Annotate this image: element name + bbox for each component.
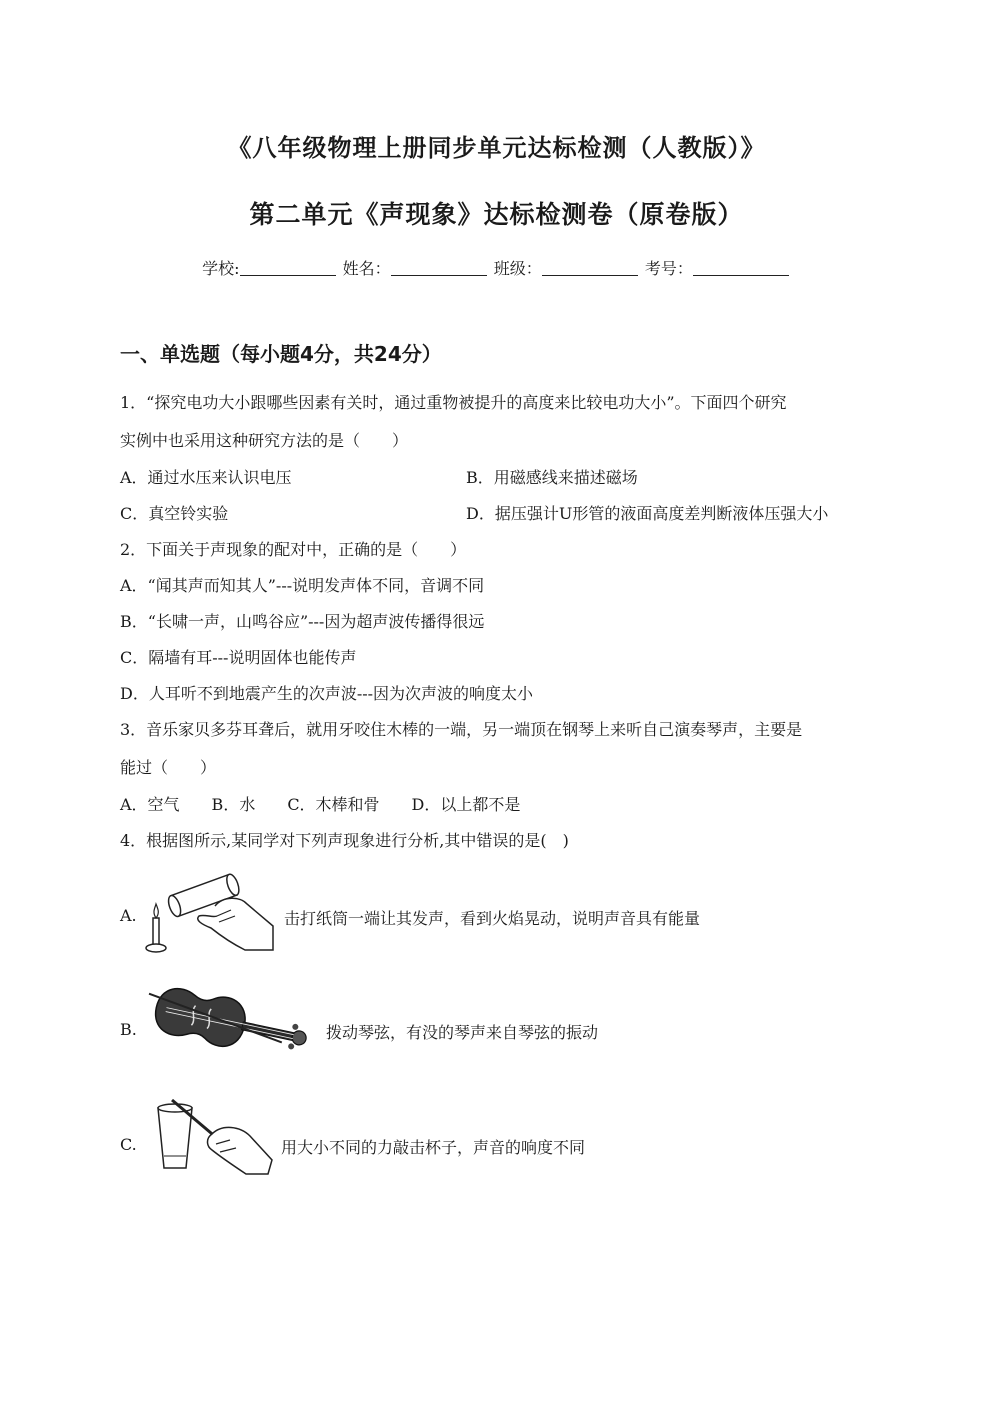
document-title: 《八年级物理上册同步单元达标检测（人教版）》 xyxy=(227,134,766,162)
document-subtitle: 第二单元《声现象》达标检测卷（原卷版） xyxy=(249,200,744,229)
q1-option-b: B．用磁感线来描述磁场 xyxy=(466,468,638,487)
q1-option-d: D．据压强计U形管的液面高度差判断液体压强大小 xyxy=(466,504,829,523)
q2-option-a: A．“闻其声而知其人”---说明发声体不同，音调不同 xyxy=(120,576,485,595)
q1-stem-line1: 1．“探究电功大小跟哪些因素有关时，通过重物被提升的高度来比较电功大小”。下面四个研究 xyxy=(120,393,787,412)
q4-option-a-text: 击打纸筒一端让其发声，看到火焰晃动，说明声音具有能量 xyxy=(284,909,701,928)
class-blank[interactable] xyxy=(542,259,638,276)
q4-option-c-text: 用大小不同的力敲击杯子，声音的响度不同 xyxy=(281,1138,586,1157)
q4-option-b-label: B. xyxy=(120,1020,137,1039)
school-blank[interactable] xyxy=(240,259,336,276)
cup-tapping-figure xyxy=(150,1094,275,1176)
q4-option-a-label: A. xyxy=(120,906,137,925)
q1-option-a: A．通过水压来认识电压 xyxy=(120,468,292,487)
q2-option-b: B．“长啸一声，山鸣谷应”---因为超声波传播得很远 xyxy=(120,612,485,631)
number-label: 考号： xyxy=(644,259,693,278)
school-label: 学校: xyxy=(202,259,240,278)
class-label: 班级： xyxy=(493,259,542,278)
student-info-line xyxy=(0,256,993,279)
violin-figure xyxy=(145,980,325,1070)
paper-tube-candle-figure xyxy=(145,866,275,958)
q3-options: A．空气 B．水 C．木棒和骨 D．以上都不是 xyxy=(120,795,521,814)
q2-option-d: D．人耳听不到地震产生的次声波---因为次声波的响度太小 xyxy=(120,684,534,703)
name-blank[interactable] xyxy=(391,259,487,276)
section-heading: 一、单选题（每小题4分，共24分） xyxy=(120,342,442,366)
number-blank[interactable] xyxy=(693,259,789,276)
q3-stem-line1: 3．音乐家贝多芬耳聋后，就用牙咬住木棒的一端，另一端顶在钢琴上来听自己演奏琴声，主要是 xyxy=(120,720,803,739)
q4-option-c-label: C. xyxy=(120,1135,137,1154)
q4-stem: 4．根据图所示,某同学对下列声现象进行分析,其中错误的是( ) xyxy=(120,831,569,850)
q2-option-c: C．隔墙有耳---说明固体也能传声 xyxy=(120,648,357,667)
q4-option-b-text: 拨动琴弦，有没的琴声来自琴弦的振动 xyxy=(326,1023,599,1042)
q1-stem-line2: 实例中也采用这种研究方法的是（ ） xyxy=(120,431,409,450)
q2-stem: 2．下面关于声现象的配对中，正确的是（ ） xyxy=(120,540,467,559)
q3-stem-line2: 能过（ ） xyxy=(120,758,217,777)
q1-option-c: C．真空铃实验 xyxy=(120,504,229,523)
name-label: 姓名： xyxy=(342,259,391,278)
